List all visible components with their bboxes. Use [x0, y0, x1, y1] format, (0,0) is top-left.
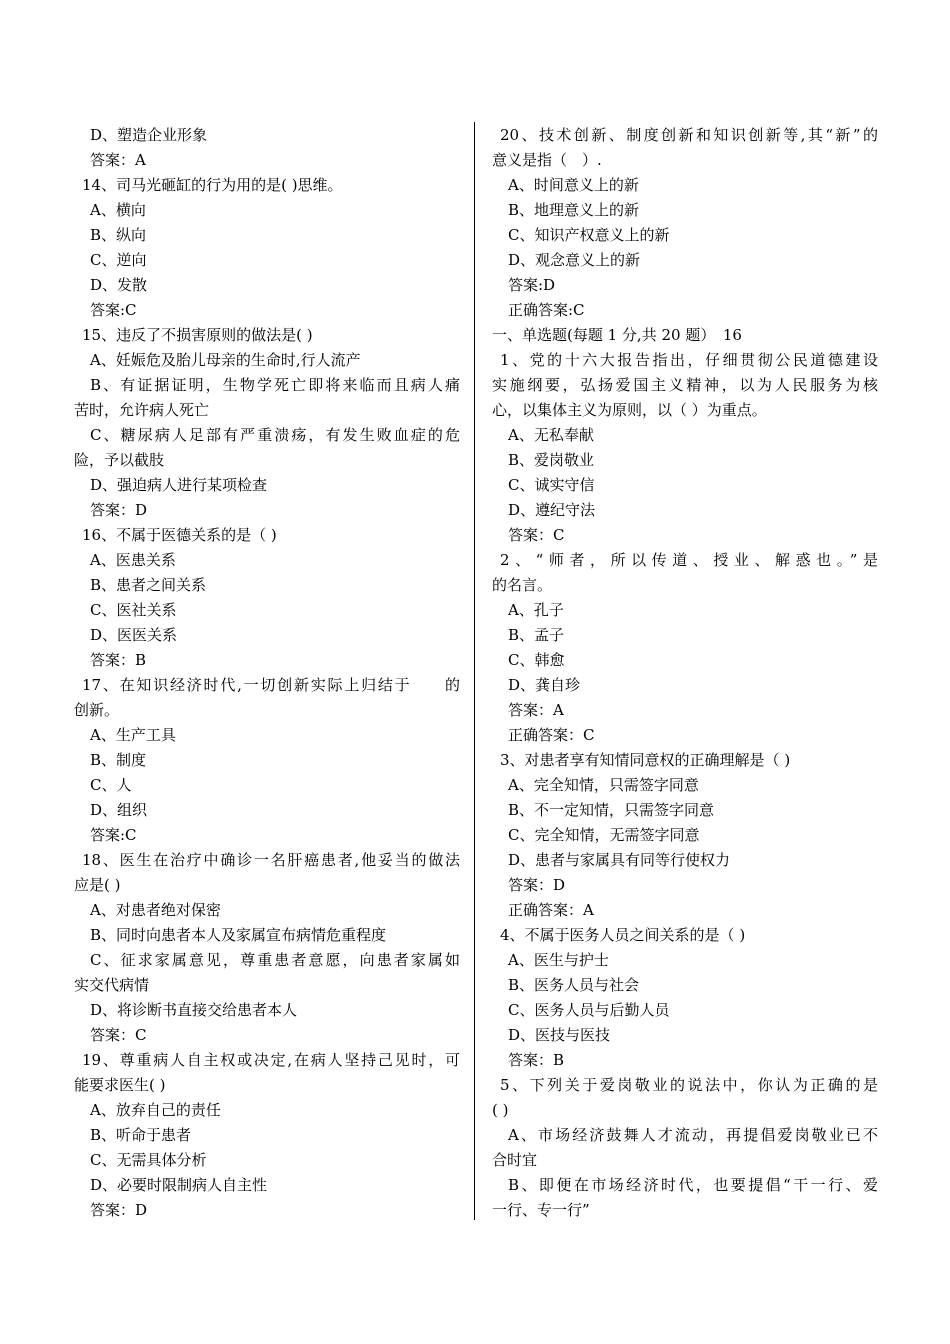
text-line: 18、医生在治疗中确诊一名肝癌患者,他妥当的做法: [82, 851, 460, 869]
text-line: 一行、专一行”: [492, 1201, 590, 1219]
text-line: A、妊娠危及胎儿母亲的生命时,行人流产: [90, 351, 361, 369]
text-line: C、诚实守信: [508, 476, 595, 494]
text-line: D、发散: [90, 276, 148, 294]
text-line: 答案：C: [508, 526, 565, 544]
right-column: [492, 123, 878, 1223]
text-line: D、必要时限制病人自主性: [90, 1176, 268, 1194]
text-line: 一、单选题(每题 1 分,共 20 题） 16: [492, 326, 742, 344]
text-line: 能要求医生( ): [74, 1076, 166, 1094]
text-line: D、龚自珍: [508, 676, 581, 694]
text-line: 创新。: [74, 701, 120, 719]
text-line: B、爱岗敬业: [508, 451, 595, 469]
text-line: D、强迫病人进行某项检查: [90, 476, 268, 494]
text-line: 正确答案:C: [508, 301, 585, 319]
text-line: 答案：B: [90, 651, 147, 669]
text-line: A、对患者绝对保密: [90, 901, 221, 919]
text-line: C、医务人员与后勤人员: [508, 1001, 670, 1019]
text-line: 应是( ): [74, 876, 121, 894]
text-line: 答案：D: [90, 501, 148, 519]
text-line: D、遵纪守法: [508, 501, 596, 519]
text-line: 1、党的十六大报告指出，仔细贯彻公民道德建设: [500, 351, 878, 369]
text-line: 答案:D: [508, 276, 556, 294]
text-line: 5、下列关于爱岗敬业的说法中，你认为正确的是: [500, 1076, 878, 1094]
text-line: A、生产工具: [90, 726, 176, 744]
text-line: 3、对患者享有知情同意权的正确理解是（ ): [500, 751, 791, 769]
text-line: D、医医关系: [90, 626, 178, 644]
text-line: B、纵向: [90, 226, 147, 244]
text-line: 14、司马光砸缸的行为用的是( )思维。: [82, 176, 343, 194]
text-line: 心，以集体主义为原则，以（ ）为重点。: [492, 401, 767, 419]
text-line: 答案：B: [508, 1051, 565, 1069]
text-line: A、无私奉献: [508, 426, 594, 444]
text-line: B、同时向患者本人及家属宣布病情危重程度: [90, 926, 387, 944]
text-line: 20、技术创新、制度创新和知识创新等,其“新”的: [500, 126, 878, 144]
text-line: B、制度: [90, 751, 147, 769]
text-line: B、医务人员与社会: [508, 976, 640, 994]
text-line: A、放弃自己的责任: [90, 1101, 221, 1119]
text-line: A、医生与护士: [508, 951, 609, 969]
text-line: B、孟子: [508, 626, 565, 644]
text-line: B、即便在市场经济时代，也要提倡“干一行、爱: [508, 1176, 878, 1194]
text-line: C、完全知情，无需签字同意: [508, 826, 700, 844]
text-line: C、无需具体分析: [90, 1151, 207, 1169]
text-line: C、人: [90, 776, 132, 794]
text-line: 2、“师者，所以传道、授业、解惑也。”是: [500, 551, 878, 569]
text-line: 意义是指（ ）.: [492, 151, 602, 169]
text-line: 16、不属于医德关系的是（ ): [82, 526, 277, 544]
column-divider: [474, 122, 475, 1220]
text-line: 答案：D: [90, 1201, 148, 1219]
text-line: 17、在知识经济时代,一切创新实际上归结于 的: [82, 676, 460, 694]
text-line: D、组织: [90, 801, 148, 819]
text-line: D、观念意义上的新: [508, 251, 641, 269]
text-line: 答案：A: [90, 151, 146, 169]
text-line: C、知识产权意义上的新: [508, 226, 670, 244]
text-line: B、不一定知情，只需签字同意: [508, 801, 715, 819]
text-line: 4、不属于医务人员之间关系的是（ ): [500, 926, 746, 944]
text-line: 正确答案：C: [508, 726, 595, 744]
text-line: 答案:C: [90, 301, 137, 319]
text-line: 险，予以截肢: [74, 451, 165, 469]
text-line: 答案：C: [90, 1026, 147, 1044]
text-line: A、横向: [90, 201, 146, 219]
text-line: A、完全知情，只需签字同意: [508, 776, 699, 794]
text-line: A、医患关系: [90, 551, 176, 569]
text-line: D、将诊断书直接交给患者本人: [90, 1001, 298, 1019]
text-line: C、逆向: [90, 251, 147, 269]
text-line: 实施纲要，弘扬爱国主义精神，以为人民服务为核: [492, 376, 878, 394]
text-line: C、征求家属意见，尊重患者意愿，向患者家属如: [90, 951, 460, 969]
text-line: C、糖尿病人足部有严重溃疡，有发生败血症的危: [90, 426, 460, 444]
text-line: 合时宜: [492, 1151, 538, 1169]
text-line: 答案：A: [508, 701, 564, 719]
text-line: D、患者与家属具有同等行使权力: [508, 851, 731, 869]
text-line: B、听命于患者: [90, 1126, 192, 1144]
text-line: 15、违反了不损害原则的做法是( ): [82, 326, 313, 344]
text-line: 实交代病情: [74, 976, 150, 994]
text-line: D、医技与医技: [508, 1026, 611, 1044]
text-line: B、有证据证明，生物学死亡即将来临而且病人痛: [90, 376, 460, 394]
text-line: 19、尊重病人自主权或决定,在病人坚持己见时，可: [82, 1051, 460, 1069]
text-line: A、时间意义上的新: [508, 176, 639, 194]
text-line: 正确答案：A: [508, 901, 594, 919]
text-line: 的名言。: [492, 576, 553, 594]
text-line: B、地理意义上的新: [508, 201, 640, 219]
left-column: [74, 123, 460, 1223]
text-line: ( ): [492, 1101, 509, 1119]
text-line: A、市场经济鼓舞人才流动，再提倡爱岗敬业已不: [508, 1126, 878, 1144]
text-line: C、医社关系: [90, 601, 177, 619]
text-line: D、塑造企业形象: [90, 126, 208, 144]
text-line: B、患者之间关系: [90, 576, 207, 594]
text-line: 答案:C: [90, 826, 137, 844]
text-line: 答案：D: [508, 876, 566, 894]
text-line: 苦时，允许病人死亡: [74, 401, 210, 419]
text-line: C、韩愈: [508, 651, 565, 669]
text-line: A、孔子: [508, 601, 564, 619]
